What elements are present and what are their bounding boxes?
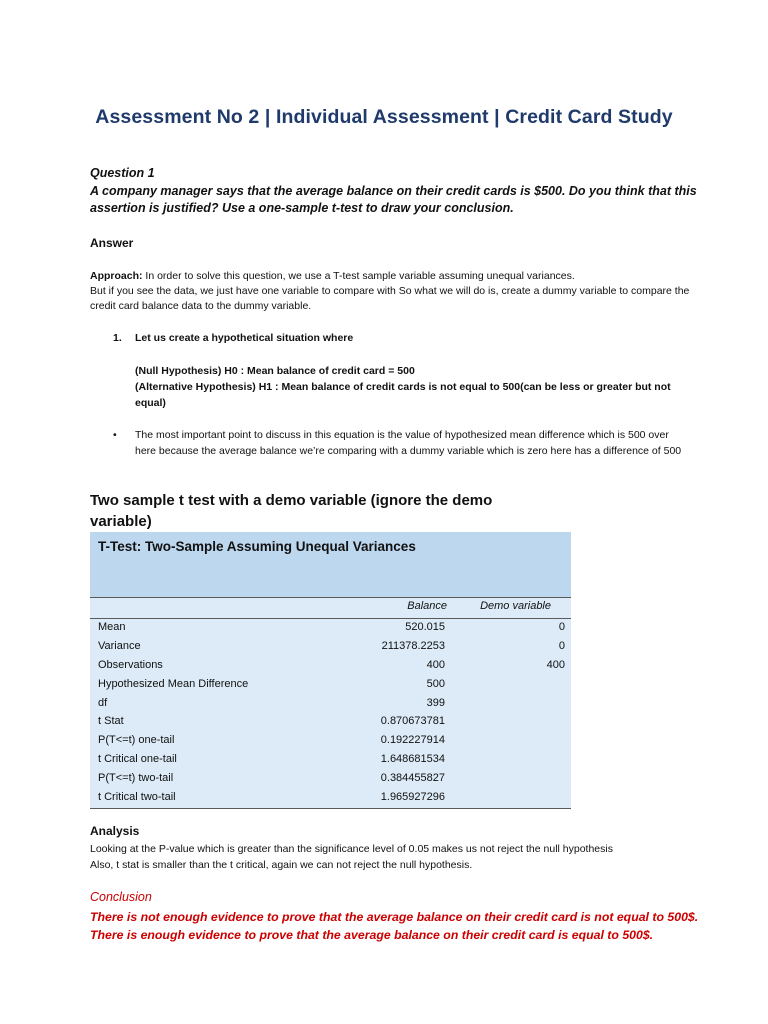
- table-row: [90, 657, 571, 676]
- row-label: t Stat: [98, 715, 124, 728]
- table-row: [90, 695, 571, 714]
- row-label: Observations: [98, 658, 163, 671]
- null-hypothesis: (Null Hypothesis) H0 : Mean balance of credit card = 500: [135, 365, 415, 377]
- ttest-table-title: T-Test: Two-Sample Assuming Unequal Variances: [98, 539, 416, 554]
- approach-text-1: In order to solve this question, we use a T-test sample variable assuming unequal variances.: [142, 270, 575, 282]
- table-row: [90, 770, 571, 789]
- balance-value: 400: [426, 658, 445, 671]
- table-row: [90, 638, 571, 657]
- bullet-symbol: •: [113, 429, 117, 441]
- row-label: t Critical one-tail: [98, 753, 177, 766]
- approach-paragraph: [90, 269, 710, 314]
- conclusion-line-2: There is enough evidence to prove that the average balance on their credit card is equal to 500$.: [90, 928, 654, 942]
- approach-line-1: [90, 269, 710, 284]
- row-label: Variance: [98, 639, 141, 652]
- balance-value: 1.965927296: [380, 791, 445, 804]
- demo-value: 0: [558, 621, 565, 633]
- analysis-label: Analysis: [90, 824, 140, 838]
- row-label: P(T<=t) two-tail: [98, 772, 174, 785]
- demo-value: 400: [546, 658, 565, 671]
- balance-value: 0.870673781: [380, 715, 445, 728]
- table-row: [90, 789, 571, 808]
- row-label: Hypothesized Mean Difference: [98, 677, 249, 690]
- conclusion-label: Conclusion: [90, 890, 152, 904]
- table-header-row: [90, 598, 571, 619]
- analysis-line-2: Also, t stat is smaller than the t critical, again we can not reject the null hypothesis.: [90, 859, 473, 871]
- ttest-table-body: [90, 597, 571, 809]
- balance-value: 1.648681534: [380, 753, 445, 766]
- step-1-number: 1.: [113, 332, 122, 344]
- approach-label: Approach:: [90, 270, 143, 282]
- row-label: P(T<=t) one-tail: [98, 734, 175, 747]
- demo-value: 0: [558, 639, 565, 652]
- conclusion-text: [90, 908, 730, 944]
- row-label: Mean: [98, 621, 126, 633]
- table-row: [90, 751, 571, 770]
- table-row: [90, 732, 571, 751]
- row-label: df: [98, 696, 108, 709]
- column-header-demo: Demo variable: [480, 600, 551, 612]
- alternative-hypothesis: (Alternative Hypothesis) H1 : Mean balance of credit cards is not equal to 500(can be less or greater but not equal): [135, 381, 671, 409]
- section-heading: Two sample t test with a demo variable (ignore the demo variable): [90, 492, 493, 530]
- balance-value: 0.384455827: [380, 772, 445, 785]
- column-header-balance: Balance: [407, 600, 447, 612]
- page-title: Assessment No 2 | Individual Assessment | Credit Card Study: [95, 106, 673, 128]
- table-row: [90, 619, 571, 638]
- balance-value: 211378.2253: [381, 639, 445, 652]
- analysis-line-1: Looking at the P-value which is greater than the significance level of 0.05 makes us not reject the null hypothesis: [90, 843, 613, 855]
- answer-label: Answer: [90, 236, 134, 250]
- balance-value: 0.192227914: [380, 734, 445, 747]
- step-1-text: Let us create a hypothetical situation where: [135, 332, 354, 344]
- conclusion-line-1: There is not enough evidence to prove that the average balance on their credit card is not equal to 500$.: [90, 910, 699, 924]
- question-text: A company manager says that the average balance on their credit cards is $500. Do you think that this assertion is justified? Use a one-sample t-test to draw your conclusion.: [90, 184, 697, 215]
- ttest-table-header: [90, 532, 571, 597]
- approach-line-2: But if you see the data, we just have one variable to compare with So what we will do is, create a dummy variable to compare the credit card balance data to the dummy variable.: [90, 285, 690, 312]
- bullet-text: The most important point to discuss in this equation is the value of hypothesized mean difference which is 500 over here because the average balance we’re comparing with a dummy variable which is zero here has a difference of 500: [135, 429, 682, 457]
- question-label: Question 1: [90, 166, 155, 180]
- row-label: t Critical two-tail: [98, 791, 176, 804]
- hypotheses: [135, 363, 680, 411]
- table-row: [90, 713, 571, 732]
- balance-value: 500: [426, 677, 445, 690]
- table-row: [90, 676, 571, 695]
- balance-value: 399: [426, 696, 445, 709]
- analysis-text: [90, 841, 710, 873]
- balance-value: 520.015: [405, 621, 445, 633]
- step-1: [113, 332, 353, 344]
- ttest-table: [90, 532, 571, 809]
